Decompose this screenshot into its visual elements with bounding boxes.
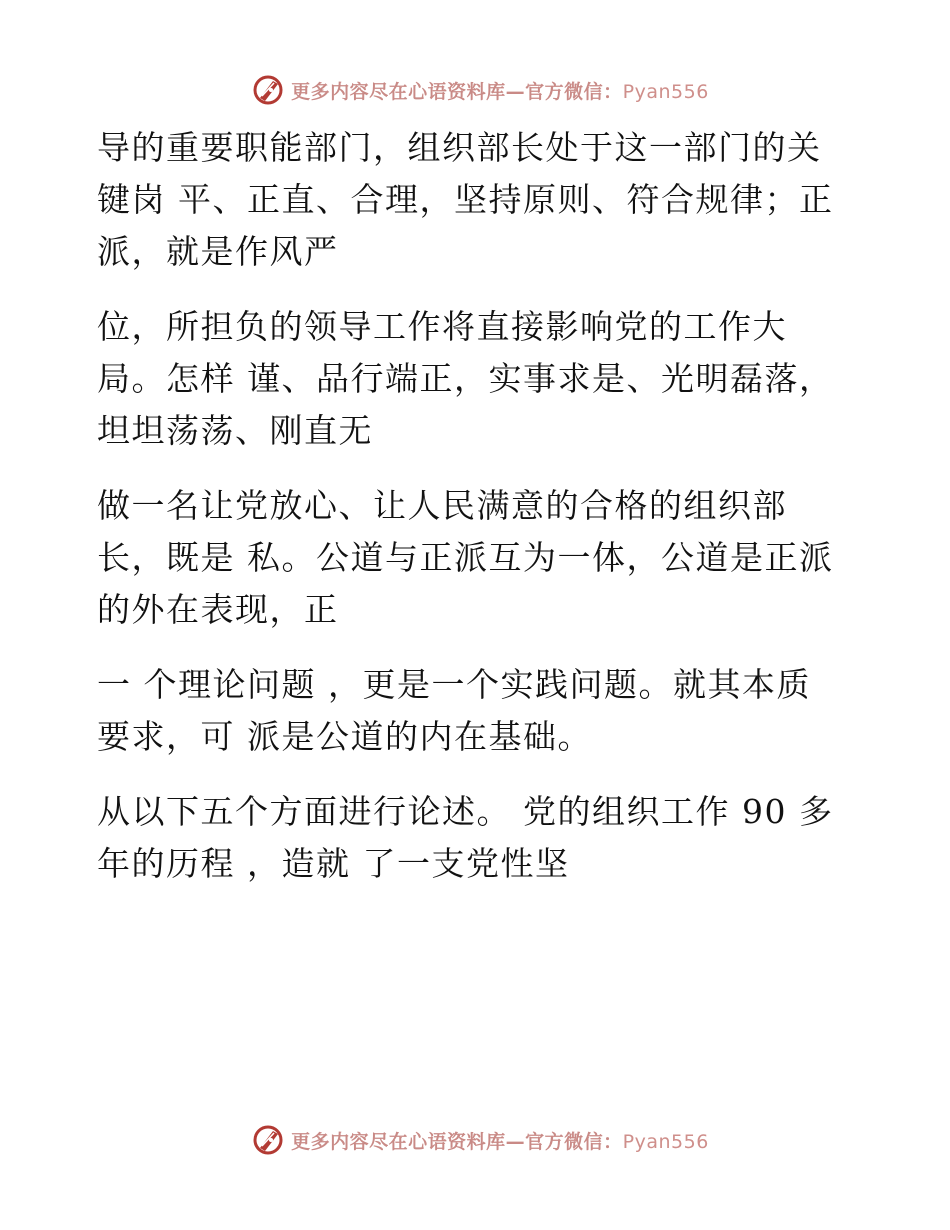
- text-line: 年的历程 ，造就 了一支党性坚: [97, 844, 570, 883]
- paragraph: [97, 480, 837, 636]
- text-line: 长，既是 私。公道与正派互为一体，公道是正派: [97, 538, 834, 577]
- banner-text: 更多内容尽在心语资料库—官方微信：Pyan556: [291, 80, 709, 103]
- paragraph: [97, 659, 837, 763]
- text-line: 派，就是作风严: [97, 232, 339, 271]
- pen-nib-circle-icon: [251, 1123, 285, 1157]
- text-line: 坦坦荡荡、刚直无: [97, 411, 373, 450]
- wechat-id: Pyan556: [622, 80, 709, 103]
- document-body: [97, 122, 837, 913]
- paragraph: [97, 301, 837, 457]
- text-line: 键岗 平、正直、合理，坚持原则、符合规律；正: [97, 180, 834, 219]
- paragraph: [97, 122, 837, 278]
- banner-text: 更多内容尽在心语资料库—官方微信：Pyan556: [291, 1130, 709, 1153]
- footer-banner: [0, 1120, 950, 1160]
- wechat-id: Pyan556: [622, 1130, 709, 1153]
- text-line: 位，所担负的领导工作将直接影响党的工作大: [97, 307, 787, 346]
- text-line: 导的重要职能部门，组织部长处于这一部门的关: [97, 128, 822, 167]
- header-banner: [0, 70, 950, 110]
- text-line: 从以下五个方面进行论述。 党的组织工作 90 多: [97, 792, 834, 831]
- text-line: 一 个理论问题 ，更是一个实践问题。就其本质: [97, 665, 811, 704]
- pen-nib-circle-icon: [251, 73, 285, 107]
- paragraph: [97, 786, 837, 890]
- text-line: 做一名让党放心、让人民满意的合格的组织部: [97, 486, 787, 525]
- text-line: 的外在表现，正: [97, 590, 339, 629]
- text-line: 局。怎样 谨、品行端正，实事求是、光明磊落，: [97, 359, 834, 398]
- text-line: 要求，可 派是公道的内在基础。: [97, 717, 592, 756]
